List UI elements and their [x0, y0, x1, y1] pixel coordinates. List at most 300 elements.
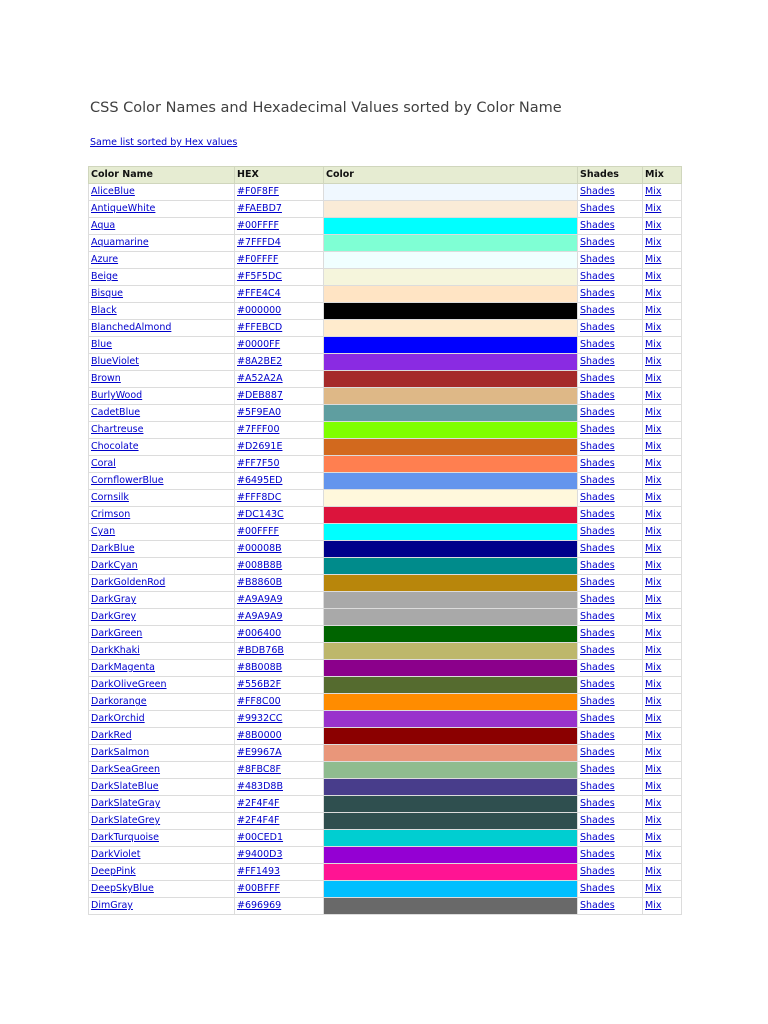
mix-cell [643, 575, 682, 592]
shades-cell [578, 643, 643, 660]
mix-link[interactable]: Mix [645, 645, 662, 656]
hex-cell [235, 643, 324, 660]
mix-link[interactable]: Mix [645, 832, 662, 843]
hex-link[interactable]: #696969 [237, 900, 282, 911]
hex-cell [235, 813, 324, 830]
color-swatch [324, 235, 578, 252]
color-name-cell [89, 320, 235, 337]
shades-cell [578, 864, 643, 881]
mix-link[interactable]: Mix [645, 390, 662, 401]
mix-link[interactable]: Mix [645, 220, 662, 231]
hex-cell [235, 269, 324, 286]
color-swatch [324, 626, 578, 643]
table-row [89, 847, 682, 864]
hex-link[interactable]: #556B2F [237, 679, 282, 690]
mix-link[interactable]: Mix [645, 407, 662, 418]
color-name-cell [89, 337, 235, 354]
header-hex: HEX [235, 167, 324, 184]
shades-cell [578, 286, 643, 303]
color-swatch [324, 745, 578, 762]
hex-link[interactable]: #8B008B [237, 662, 283, 673]
color-name-link[interactable]: Chartreuse [91, 424, 144, 435]
mix-link[interactable]: Mix [645, 509, 662, 520]
mix-link[interactable]: Mix [645, 254, 662, 265]
color-name-cell [89, 524, 235, 541]
mix-link[interactable]: Mix [645, 730, 662, 741]
table-row [89, 864, 682, 881]
hex-cell [235, 405, 324, 422]
shades-link[interactable]: Shades [580, 832, 615, 843]
shades-link[interactable]: Shades [580, 339, 615, 350]
color-name-link[interactable]: Aquamarine [91, 237, 149, 248]
color-name-cell [89, 847, 235, 864]
color-name-link[interactable]: BlueViolet [91, 356, 139, 367]
shades-link[interactable]: Shades [580, 730, 615, 741]
mix-cell [643, 201, 682, 218]
mix-link[interactable]: Mix [645, 628, 662, 639]
color-name-link[interactable]: Crimson [91, 509, 131, 520]
table-row [89, 201, 682, 218]
color-swatch [324, 201, 578, 218]
color-rows [89, 184, 682, 915]
mix-link[interactable]: Mix [645, 713, 662, 724]
hex-link[interactable]: #D2691E [237, 441, 283, 452]
color-swatch [324, 592, 578, 609]
hex-link[interactable]: #5F9EA0 [237, 407, 282, 418]
color-name-link[interactable]: Cyan [91, 526, 116, 537]
color-name-link[interactable]: Brown [91, 373, 121, 384]
shades-cell [578, 898, 643, 915]
color-name-link[interactable]: BlanchedAlmond [91, 322, 172, 333]
hex-link[interactable]: #A9A9A9 [237, 611, 283, 622]
hex-link[interactable]: #8A2BE2 [237, 356, 283, 367]
shades-link[interactable]: Shades [580, 560, 615, 571]
hex-cell [235, 371, 324, 388]
color-name-cell [89, 694, 235, 711]
table-header-row [89, 167, 682, 184]
color-name-link[interactable]: Blue [91, 339, 113, 350]
color-name-cell [89, 473, 235, 490]
hex-link[interactable]: #6495ED [237, 475, 283, 486]
table-row [89, 303, 682, 320]
shades-link[interactable]: Shades [580, 509, 615, 520]
mix-cell [643, 592, 682, 609]
mix-link[interactable]: Mix [645, 798, 662, 809]
mix-link[interactable]: Mix [645, 577, 662, 588]
hex-link[interactable]: #E9967A [237, 747, 282, 758]
sorted-by-hex-link[interactable]: Same list sorted by Hex values [90, 137, 238, 148]
mix-cell [643, 728, 682, 745]
shades-link[interactable]: Shades [580, 747, 615, 758]
color-name-cell [89, 660, 235, 677]
shades-link[interactable]: Shades [580, 186, 615, 197]
hex-link[interactable]: #000000 [237, 305, 282, 316]
color-name-link[interactable]: DarkOliveGreen [91, 679, 167, 690]
shades-cell [578, 201, 643, 218]
mix-cell [643, 439, 682, 456]
shades-link[interactable]: Shades [580, 781, 615, 792]
hex-cell [235, 728, 324, 745]
table-row [89, 711, 682, 728]
color-name-link[interactable]: DarkGrey [91, 611, 137, 622]
color-name-cell [89, 864, 235, 881]
mix-cell [643, 286, 682, 303]
mix-link[interactable]: Mix [645, 492, 662, 503]
header-mix: Mix [643, 167, 682, 184]
mix-link[interactable]: Mix [645, 356, 662, 367]
shades-link[interactable]: Shades [580, 696, 615, 707]
shades-link[interactable]: Shades [580, 679, 615, 690]
shades-link[interactable]: Shades [580, 815, 615, 826]
color-swatch [324, 830, 578, 847]
color-name-link[interactable]: DarkTurquoise [91, 832, 159, 843]
mix-link[interactable]: Mix [645, 662, 662, 673]
shades-link[interactable]: Shades [580, 764, 615, 775]
mix-cell [643, 694, 682, 711]
shades-cell [578, 303, 643, 320]
mix-link[interactable]: Mix [645, 781, 662, 792]
hex-link[interactable]: #F0F8FF [237, 186, 279, 197]
hex-cell [235, 745, 324, 762]
hex-link[interactable]: #DC143C [237, 509, 284, 520]
shades-link[interactable]: Shades [580, 305, 615, 316]
hex-link[interactable]: #0000FF [237, 339, 281, 350]
mix-link[interactable]: Mix [645, 543, 662, 554]
hex-link[interactable]: #9400D3 [237, 849, 283, 860]
color-name-link[interactable]: Beige [91, 271, 118, 282]
hex-cell [235, 847, 324, 864]
shades-link[interactable]: Shades [580, 475, 615, 486]
table-row [89, 490, 682, 507]
mix-link[interactable]: Mix [645, 900, 662, 911]
hex-cell [235, 558, 324, 575]
mix-link[interactable]: Mix [645, 288, 662, 299]
table-row [89, 762, 682, 779]
mix-link[interactable]: Mix [645, 203, 662, 214]
table-row [89, 354, 682, 371]
mix-link[interactable]: Mix [645, 866, 662, 877]
mix-cell [643, 490, 682, 507]
table-row [89, 643, 682, 660]
color-name-link[interactable]: Black [91, 305, 117, 316]
table-row [89, 422, 682, 439]
color-name-cell [89, 371, 235, 388]
shades-cell [578, 371, 643, 388]
color-name-link[interactable]: DeepSkyBlue [91, 883, 154, 894]
color-name-link[interactable]: DarkMagenta [91, 662, 156, 673]
color-name-link[interactable]: DarkSalmon [91, 747, 150, 758]
table-row [89, 286, 682, 303]
hex-cell [235, 320, 324, 337]
table-row [89, 592, 682, 609]
color-swatch [324, 779, 578, 796]
mix-link[interactable]: Mix [645, 373, 662, 384]
shades-link[interactable]: Shades [580, 237, 615, 248]
mix-link[interactable]: Mix [645, 679, 662, 690]
hex-cell [235, 830, 324, 847]
color-swatch [324, 609, 578, 626]
color-name-link[interactable]: DarkRed [91, 730, 132, 741]
mix-link[interactable]: Mix [645, 611, 662, 622]
color-swatch [324, 507, 578, 524]
color-name-link[interactable]: DarkSlateGray [91, 798, 161, 809]
mix-cell [643, 371, 682, 388]
mix-link[interactable]: Mix [645, 747, 662, 758]
shades-link[interactable]: Shades [580, 628, 615, 639]
hex-link[interactable]: #FF1493 [237, 866, 281, 877]
color-name-link[interactable]: CadetBlue [91, 407, 141, 418]
color-name-link[interactable]: DarkSlateBlue [91, 781, 159, 792]
mix-cell [643, 643, 682, 660]
shades-link[interactable]: Shades [580, 254, 615, 265]
color-name-cell [89, 456, 235, 473]
shades-cell [578, 711, 643, 728]
shades-link[interactable]: Shades [580, 713, 615, 724]
hex-link[interactable]: #DEB887 [237, 390, 283, 401]
table-row [89, 813, 682, 830]
hex-link[interactable]: #FF8C00 [237, 696, 281, 707]
shades-cell [578, 456, 643, 473]
shades-link[interactable]: Shades [580, 390, 615, 401]
hex-link[interactable]: #A9A9A9 [237, 594, 283, 605]
hex-link[interactable]: #483D8B [237, 781, 283, 792]
hex-link[interactable]: #8FBC8F [237, 764, 281, 775]
hex-link[interactable]: #FFE4C4 [237, 288, 281, 299]
mix-link[interactable]: Mix [645, 526, 662, 537]
color-name-link[interactable]: DarkGray [91, 594, 137, 605]
shades-link[interactable]: Shades [580, 271, 615, 282]
mix-link[interactable]: Mix [645, 441, 662, 452]
shades-link[interactable]: Shades [580, 645, 615, 656]
shades-cell [578, 473, 643, 490]
table-row [89, 558, 682, 575]
hex-link[interactable]: #00FFFF [237, 220, 279, 231]
hex-link[interactable]: #9932CC [237, 713, 283, 724]
shades-cell [578, 320, 643, 337]
mix-cell [643, 405, 682, 422]
mix-link[interactable]: Mix [645, 339, 662, 350]
mix-cell [643, 541, 682, 558]
mix-link[interactable]: Mix [645, 594, 662, 605]
hex-cell [235, 524, 324, 541]
shades-link[interactable]: Shades [580, 866, 615, 877]
hex-link[interactable]: #8B0000 [237, 730, 282, 741]
color-name-cell [89, 405, 235, 422]
shades-link[interactable]: Shades [580, 492, 615, 503]
color-name-link[interactable]: CornflowerBlue [91, 475, 164, 486]
color-name-link[interactable]: DarkKhaki [91, 645, 140, 656]
color-name-link[interactable]: DeepPink [91, 866, 136, 877]
color-name-cell [89, 592, 235, 609]
color-name-cell [89, 745, 235, 762]
shades-link[interactable]: Shades [580, 322, 615, 333]
color-swatch [324, 490, 578, 507]
hex-cell [235, 660, 324, 677]
hex-link[interactable]: #7FFF00 [237, 424, 280, 435]
hex-cell [235, 456, 324, 473]
mix-link[interactable]: Mix [645, 424, 662, 435]
hex-cell [235, 898, 324, 915]
color-name-cell [89, 303, 235, 320]
shades-link[interactable]: Shades [580, 543, 615, 554]
mix-link[interactable]: Mix [645, 322, 662, 333]
shades-link[interactable]: Shades [580, 883, 615, 894]
mix-cell [643, 558, 682, 575]
shades-cell [578, 558, 643, 575]
mix-cell [643, 711, 682, 728]
mix-cell [643, 762, 682, 779]
hex-cell [235, 796, 324, 813]
color-name-link[interactable]: DarkCyan [91, 560, 138, 571]
color-name-link[interactable]: Aqua [91, 220, 116, 231]
color-name-cell [89, 541, 235, 558]
hex-link[interactable]: #BDB76B [237, 645, 284, 656]
shades-link[interactable]: Shades [580, 458, 615, 469]
color-name-link[interactable]: Coral [91, 458, 116, 469]
hex-link[interactable]: #7FFFD4 [237, 237, 281, 248]
mix-link[interactable]: Mix [645, 560, 662, 571]
color-swatch [324, 337, 578, 354]
mix-link[interactable]: Mix [645, 849, 662, 860]
hex-link[interactable]: #006400 [237, 628, 282, 639]
shades-link[interactable]: Shades [580, 900, 615, 911]
hex-link[interactable]: #00CED1 [237, 832, 284, 843]
color-name-link[interactable]: Azure [91, 254, 119, 265]
shades-cell [578, 592, 643, 609]
hex-link[interactable]: #FFF8DC [237, 492, 282, 503]
mix-link[interactable]: Mix [645, 271, 662, 282]
color-name-link[interactable]: DarkSlateGrey [91, 815, 161, 826]
color-swatch [324, 303, 578, 320]
color-swatch [324, 575, 578, 592]
shades-link[interactable]: Shades [580, 203, 615, 214]
mix-link[interactable]: Mix [645, 815, 662, 826]
hex-link[interactable]: #F5F5DC [237, 271, 282, 282]
shades-link[interactable]: Shades [580, 611, 615, 622]
color-name-link[interactable]: Bisque [91, 288, 124, 299]
shades-link[interactable]: Shades [580, 373, 615, 384]
color-name-link[interactable]: AntiqueWhite [91, 203, 156, 214]
hex-link[interactable]: #FF7F50 [237, 458, 280, 469]
color-swatch [324, 796, 578, 813]
mix-link[interactable]: Mix [645, 305, 662, 316]
hex-link[interactable]: #A52A2A [237, 373, 283, 384]
color-swatch [324, 354, 578, 371]
shades-link[interactable]: Shades [580, 662, 615, 673]
table-row [89, 371, 682, 388]
color-table [88, 166, 682, 915]
mix-cell [643, 218, 682, 235]
color-swatch [324, 252, 578, 269]
hex-link[interactable]: #00BFFF [237, 883, 280, 894]
color-swatch [324, 422, 578, 439]
hex-link[interactable]: #B8860B [237, 577, 283, 588]
shades-link[interactable]: Shades [580, 577, 615, 588]
hex-cell [235, 218, 324, 235]
shades-link[interactable]: Shades [580, 220, 615, 231]
mix-cell [643, 830, 682, 847]
shades-cell [578, 184, 643, 201]
shades-cell [578, 728, 643, 745]
shades-link[interactable]: Shades [580, 526, 615, 537]
mix-link[interactable]: Mix [645, 696, 662, 707]
hex-link[interactable]: #2F4F4F [237, 815, 280, 826]
mix-cell [643, 320, 682, 337]
color-name-link[interactable]: DarkOrchid [91, 713, 145, 724]
hex-link[interactable]: #2F4F4F [237, 798, 280, 809]
color-name-link[interactable]: Chocolate [91, 441, 139, 452]
shades-cell [578, 524, 643, 541]
mix-cell [643, 252, 682, 269]
table-row [89, 320, 682, 337]
hex-link[interactable]: #FFEBCD [237, 322, 283, 333]
table-row [89, 728, 682, 745]
color-name-link[interactable]: Cornsilk [91, 492, 129, 503]
shades-cell [578, 762, 643, 779]
hex-link[interactable]: #FAEBD7 [237, 203, 282, 214]
shades-link[interactable]: Shades [580, 849, 615, 860]
hex-cell [235, 184, 324, 201]
table-row [89, 439, 682, 456]
mix-link[interactable]: Mix [645, 883, 662, 894]
shades-link[interactable]: Shades [580, 798, 615, 809]
mix-link[interactable]: Mix [645, 764, 662, 775]
mix-cell [643, 779, 682, 796]
hex-link[interactable]: #00008B [237, 543, 282, 554]
shades-link[interactable]: Shades [580, 356, 615, 367]
color-name-link[interactable]: DarkViolet [91, 849, 141, 860]
shades-link[interactable]: Shades [580, 424, 615, 435]
color-name-link[interactable]: DarkGreen [91, 628, 143, 639]
shades-link[interactable]: Shades [580, 594, 615, 605]
hex-link[interactable]: #008B8B [237, 560, 283, 571]
color-name-cell [89, 490, 235, 507]
shades-cell [578, 252, 643, 269]
color-name-link[interactable]: BurlyWood [91, 390, 143, 401]
mix-cell [643, 898, 682, 915]
color-name-link[interactable]: AliceBlue [91, 186, 135, 197]
color-swatch [324, 388, 578, 405]
shades-link[interactable]: Shades [580, 441, 615, 452]
mix-cell [643, 235, 682, 252]
table-row [89, 337, 682, 354]
shades-cell [578, 677, 643, 694]
color-name-link[interactable]: DimGray [91, 900, 133, 911]
hex-link[interactable]: #00FFFF [237, 526, 279, 537]
table-row [89, 626, 682, 643]
color-name-link[interactable]: Darkorange [91, 696, 147, 707]
color-name-cell [89, 507, 235, 524]
color-name-link[interactable]: DarkSeaGreen [91, 764, 161, 775]
hex-cell [235, 473, 324, 490]
shades-link[interactable]: Shades [580, 407, 615, 418]
mix-link[interactable]: Mix [645, 475, 662, 486]
shades-link[interactable]: Shades [580, 288, 615, 299]
color-name-cell [89, 728, 235, 745]
header-shades: Shades [578, 167, 643, 184]
mix-link[interactable]: Mix [645, 237, 662, 248]
color-name-link[interactable]: DarkGoldenRod [91, 577, 166, 588]
shades-cell [578, 779, 643, 796]
color-name-cell [89, 252, 235, 269]
table-row [89, 235, 682, 252]
mix-link[interactable]: Mix [645, 186, 662, 197]
mix-link[interactable]: Mix [645, 458, 662, 469]
color-swatch [324, 218, 578, 235]
color-swatch [324, 898, 578, 915]
color-name-link[interactable]: DarkBlue [91, 543, 135, 554]
hex-link[interactable]: #F0FFFF [237, 254, 279, 265]
